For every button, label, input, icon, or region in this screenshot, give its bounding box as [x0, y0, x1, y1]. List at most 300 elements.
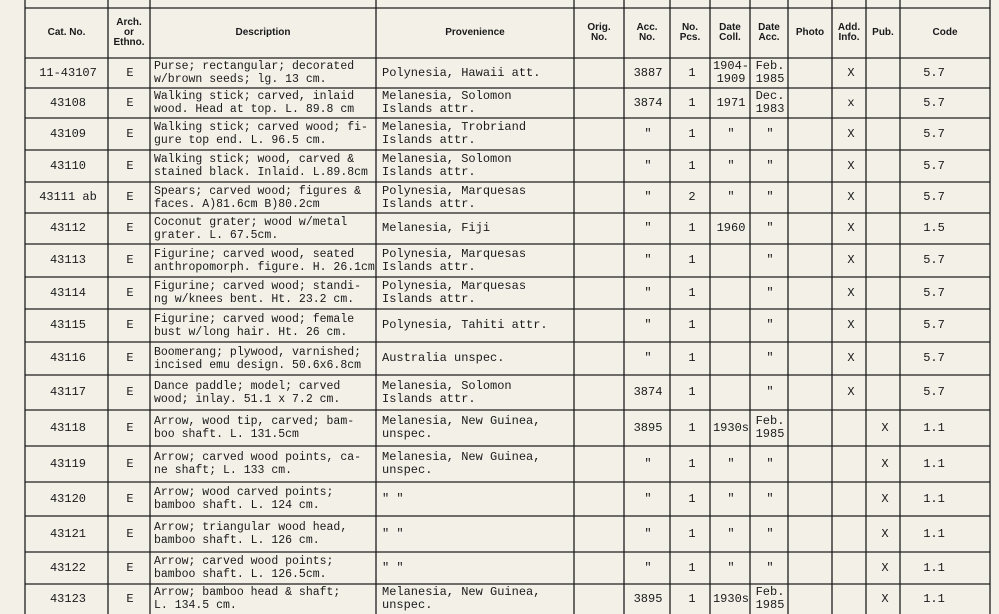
no-pcs-cell: [674, 67, 710, 80]
arch-ethno-cell: [112, 222, 148, 235]
cat-no-cell-line: 43108: [49, 95, 86, 110]
cat-no-cell-line: 43115: [49, 318, 86, 332]
cat-no-cell: [30, 254, 106, 267]
cat-no-cell: [30, 493, 106, 506]
arch-ethno-cell-line: E: [126, 591, 134, 606]
cat-no-cell-line: 43114: [49, 285, 86, 300]
add-info-cell-line: X: [847, 126, 855, 141]
provenience-cell: [382, 153, 572, 179]
code-cell-line: 5.7: [923, 158, 945, 173]
arch-ethno-cell-line: E: [126, 65, 134, 80]
no-pcs-cell: [674, 593, 710, 606]
date-acc-cell: [752, 90, 788, 116]
provenience-cell: [382, 121, 572, 147]
arch-ethno-cell-line: E: [126, 560, 134, 575]
code-cell-line: 1.5: [923, 221, 945, 235]
pub-cell: [870, 528, 900, 541]
date-acc-cell: [752, 352, 788, 365]
no-pcs-cell-line: 2: [688, 190, 696, 204]
description-cell: [154, 521, 374, 547]
arch-ethno-cell-line: E: [126, 285, 134, 300]
cat-no-cell-line: 43118: [49, 420, 86, 435]
arch-ethno-cell-line: E: [126, 95, 134, 110]
cat-no-cell: [30, 352, 106, 365]
header-code: [900, 28, 990, 38]
date-acc-cell: [752, 128, 788, 141]
description-cell-line: boo shaft. L. 131.5cm: [154, 428, 299, 441]
date-coll-cell-line: ": [727, 526, 735, 541]
provenience-cell-line: Australia unspec.: [382, 351, 505, 365]
provenience-cell-line: Melanesia, Solomon: [382, 89, 512, 103]
code-cell: [904, 160, 964, 173]
no-pcs-cell: [674, 191, 710, 204]
date-coll-cell-line: ": [727, 126, 735, 141]
provenience-cell: [382, 380, 572, 406]
date-acc-cell-line: 1985: [755, 72, 785, 86]
arch-ethno-cell: [112, 593, 148, 606]
cat-no-cell: [30, 386, 106, 399]
header-line: Cat. No.: [47, 27, 86, 38]
date-coll-cell: [712, 562, 750, 575]
code-cell-line: 5.7: [923, 190, 945, 204]
date-acc-cell-line: ": [766, 560, 774, 575]
cat-no-cell: [30, 422, 106, 435]
description-cell-line: ne shaft; L. 133 cm.: [154, 464, 293, 477]
provenience-cell: [382, 222, 572, 235]
pub-cell-line: X: [881, 526, 889, 541]
header-line: No.: [681, 22, 699, 33]
header-arch-ethno: [108, 18, 150, 48]
pub-cell-line: X: [881, 456, 889, 471]
provenience-cell: [382, 415, 572, 441]
date-coll-cell: [712, 160, 750, 173]
code-cell: [904, 319, 964, 332]
date-coll-cell: [712, 458, 750, 471]
arch-ethno-cell: [112, 287, 148, 300]
code-cell: [904, 191, 964, 204]
header-line: Orig.: [587, 22, 611, 33]
arch-ethno-cell: [112, 458, 148, 471]
arch-ethno-cell: [112, 562, 148, 575]
add-info-cell: [836, 97, 866, 110]
arch-ethno-cell-line: E: [126, 126, 134, 141]
code-cell-line: 1.1: [923, 526, 945, 541]
date-acc-cell: [752, 528, 788, 541]
date-coll-cell: [712, 60, 750, 86]
arch-ethno-cell-line: E: [126, 456, 134, 471]
provenience-cell: [382, 528, 572, 541]
arch-ethno-cell: [112, 493, 148, 506]
acc-no-cell: [628, 191, 668, 204]
code-cell-line: 1.1: [923, 420, 945, 435]
description-cell: [154, 90, 374, 116]
date-acc-cell-line: ": [766, 456, 774, 471]
pub-cell: [870, 562, 900, 575]
cat-no-cell: [30, 287, 106, 300]
description-cell-line: Walking stick; wood, carved &: [154, 153, 355, 166]
cat-no-cell: [30, 97, 106, 110]
no-pcs-cell: [674, 562, 710, 575]
description-cell-line: incised emu design. 50.6x6.8cm: [154, 358, 362, 372]
add-info-cell: [836, 191, 866, 204]
add-info-cell: [836, 160, 866, 173]
description-cell-line: Coconut grater; wood w/metal: [154, 215, 348, 229]
description-cell: [154, 248, 374, 274]
cat-no-cell-line: 43111 ab: [39, 190, 97, 204]
no-pcs-cell-line: 1: [688, 285, 696, 300]
add-info-cell: [836, 128, 866, 141]
description-cell-line: Arrow; carved wood points;: [154, 555, 334, 568]
description-cell: [154, 280, 374, 306]
provenience-cell-line: Islands attr.: [382, 165, 476, 179]
header-line: No.: [590, 32, 608, 43]
cat-no-cell-line: 43112: [49, 221, 86, 235]
no-pcs-cell: [674, 493, 710, 506]
date-coll-cell-line: ": [727, 456, 735, 471]
description-cell-line: L. 134.5 cm.: [154, 599, 237, 612]
header-line: Date: [719, 22, 741, 33]
pub-cell-line: X: [881, 420, 889, 435]
header-line: Arch.: [116, 17, 142, 28]
date-coll-cell-line: ": [727, 491, 735, 506]
code-cell-line: 5.7: [923, 95, 945, 110]
acc-no-cell: [628, 254, 668, 267]
arch-ethno-cell: [112, 319, 148, 332]
date-coll-cell-line: 1904-: [712, 59, 749, 73]
arch-ethno-cell: [112, 386, 148, 399]
cat-no-cell: [30, 67, 106, 80]
header-acc-no: [624, 23, 670, 43]
no-pcs-cell: [674, 422, 710, 435]
description-cell-line: stained black. Inlaid. L.89.8cm: [154, 166, 368, 179]
no-pcs-cell: [674, 160, 710, 173]
arch-ethno-cell-line: E: [126, 526, 134, 541]
header-provenience: [376, 28, 574, 38]
provenience-cell: [382, 319, 572, 332]
provenience-cell-line: Polynesia, Tahiti attr.: [382, 318, 548, 332]
code-cell: [904, 593, 964, 606]
description-cell-line: Figurine; carved wood, seated: [154, 247, 355, 261]
date-acc-cell-line: ": [766, 318, 774, 332]
arch-ethno-cell-line: E: [126, 351, 134, 365]
cat-no-cell-line: 43110: [49, 158, 86, 173]
date-acc-cell-line: ": [766, 221, 774, 235]
description-cell: [154, 486, 374, 512]
header-line: Add.: [837, 22, 861, 33]
no-pcs-cell: [674, 352, 710, 365]
date-coll-cell-line: 1930s: [712, 591, 749, 606]
date-coll-cell-line: ": [727, 560, 735, 575]
description-cell-line: Walking stick; carved, inlaid: [154, 90, 355, 103]
code-cell-line: 1.1: [923, 491, 945, 506]
arch-ethno-cell: [112, 422, 148, 435]
arch-ethno-cell: [112, 160, 148, 173]
provenience-cell-line: Melanesia, Fiji: [382, 221, 491, 235]
description-cell-line: Spears; carved wood; figures &: [154, 184, 362, 198]
arch-ethno-cell: [112, 67, 148, 80]
description-cell-line: bamboo shaft. L. 126 cm.: [154, 534, 320, 547]
add-info-cell: [836, 254, 866, 267]
description-cell: [154, 153, 374, 179]
date-acc-cell-line: 1983: [755, 102, 785, 116]
add-info-cell-line: x: [847, 95, 855, 110]
date-coll-cell: [712, 222, 750, 235]
code-cell: [904, 67, 964, 80]
provenience-cell: [382, 493, 572, 506]
acc-no-cell-line: 3874: [633, 385, 663, 399]
acc-no-cell: [628, 352, 668, 365]
add-info-cell: [836, 386, 866, 399]
date-coll-cell-line: ": [727, 190, 735, 204]
add-info-cell: [836, 319, 866, 332]
code-cell-line: 5.7: [923, 253, 945, 267]
code-cell: [904, 528, 964, 541]
header-description: [150, 28, 376, 38]
arch-ethno-cell: [112, 254, 148, 267]
provenience-cell-line: Melanesia, New Guinea,: [382, 450, 541, 464]
no-pcs-cell-line: 1: [688, 491, 696, 506]
arch-ethno-cell-line: E: [126, 491, 134, 506]
provenience-cell-line: Polynesia, Marquesas: [382, 279, 527, 293]
description-cell-line: gure top end. L. 96.5 cm.: [154, 134, 327, 147]
add-info-cell-line: X: [847, 190, 855, 204]
date-acc-cell-line: Feb.: [755, 585, 785, 599]
date-acc-cell: [752, 458, 788, 471]
acc-no-cell-line: ": [644, 351, 652, 365]
header-date-coll: [710, 23, 750, 43]
no-pcs-cell-line: 1: [688, 126, 696, 141]
description-cell-line: Purse; rectangular; decorated: [154, 60, 355, 73]
cat-no-cell-line: 43120: [49, 491, 86, 506]
cat-no-cell-line: 43109: [49, 126, 86, 141]
code-cell-line: 5.7: [923, 65, 945, 80]
header-pub: [866, 28, 900, 38]
acc-no-cell: [628, 422, 668, 435]
no-pcs-cell-line: 1: [688, 351, 696, 365]
date-acc-cell-line: ": [766, 126, 774, 141]
provenience-cell: [382, 451, 572, 477]
date-acc-cell-line: 1985: [755, 598, 785, 612]
no-pcs-cell: [674, 128, 710, 141]
cat-no-cell-line: 43113: [49, 253, 86, 267]
acc-no-cell-line: 3874: [633, 95, 663, 110]
pub-cell-line: X: [881, 491, 889, 506]
no-pcs-cell-line: 1: [688, 65, 696, 80]
header-line: Code: [932, 27, 958, 38]
acc-no-cell: [628, 386, 668, 399]
no-pcs-cell: [674, 254, 710, 267]
provenience-cell-line: Melanesia, New Guinea,: [382, 585, 541, 599]
date-coll-cell: [712, 191, 750, 204]
cat-no-cell-line: 43116: [49, 351, 86, 365]
provenience-cell-line: Islands attr.: [382, 196, 476, 211]
cat-no-cell-line: 43121: [49, 526, 86, 541]
code-cell: [904, 386, 964, 399]
date-acc-cell-line: ": [766, 351, 774, 365]
add-info-cell-line: X: [847, 221, 855, 235]
description-cell: [154, 586, 374, 612]
date-acc-cell: [752, 415, 788, 441]
provenience-cell-line: Polynesia, Marquesas: [382, 246, 527, 261]
no-pcs-cell: [674, 222, 710, 235]
provenience-cell-line: Polynesia, Marquesas: [382, 183, 527, 198]
date-coll-cell-line: 1960: [716, 221, 746, 235]
no-pcs-cell: [674, 386, 710, 399]
provenience-cell: [382, 352, 572, 365]
no-pcs-cell-line: 1: [688, 591, 696, 606]
date-acc-cell-line: ": [766, 385, 774, 399]
no-pcs-cell-line: 1: [688, 221, 696, 235]
code-cell-line: 5.7: [923, 126, 945, 141]
code-cell: [904, 422, 964, 435]
no-pcs-cell-line: 1: [688, 95, 696, 110]
arch-ethno-cell-line: E: [126, 318, 134, 332]
cat-no-cell: [30, 593, 106, 606]
pub-cell: [870, 422, 900, 435]
description-cell-line: faces. A)81.6cm B)80.2cm: [154, 197, 320, 211]
code-cell-line: 5.7: [923, 318, 945, 332]
provenience-cell-line: Islands attr.: [382, 292, 476, 306]
acc-no-cell: [628, 562, 668, 575]
arch-ethno-cell: [112, 97, 148, 110]
header-line: Photo: [795, 27, 825, 38]
header-line: Description: [235, 27, 291, 38]
header-add-info: [832, 23, 866, 43]
add-info-cell-line: X: [847, 158, 855, 173]
date-coll-cell-line: 1909: [716, 72, 746, 86]
code-cell: [904, 458, 964, 471]
pub-cell-line: X: [881, 560, 889, 575]
description-cell: [154, 380, 374, 406]
date-acc-cell: [752, 319, 788, 332]
acc-no-cell: [628, 528, 668, 541]
date-coll-cell: [712, 528, 750, 541]
code-cell-line: 1.1: [923, 591, 945, 606]
acc-no-cell-line: ": [644, 190, 652, 204]
header-line: Acc.: [636, 22, 658, 33]
pub-cell: [870, 493, 900, 506]
acc-no-cell-line: 3895: [633, 420, 663, 435]
description-cell-line: Dance paddle; model; carved: [154, 379, 341, 393]
add-info-cell: [836, 222, 866, 235]
code-cell-line: 5.7: [923, 385, 945, 399]
cat-no-cell: [30, 562, 106, 575]
description-cell-line: wood. Head at top. L. 89.8 cm: [154, 103, 355, 116]
no-pcs-cell-line: 1: [688, 253, 696, 267]
date-acc-cell: [752, 562, 788, 575]
arch-ethno-cell-line: E: [126, 385, 134, 399]
description-cell: [154, 313, 374, 339]
description-cell-line: wood; inlay. 51.1 x 7.2 cm.: [154, 392, 341, 406]
description-cell-line: bamboo shaft. L. 126.5cm.: [154, 568, 327, 581]
date-coll-cell: [712, 493, 750, 506]
no-pcs-cell-line: 1: [688, 318, 696, 332]
add-info-cell-line: X: [847, 253, 855, 267]
acc-no-cell-line: 3895: [633, 591, 663, 606]
date-acc-cell-line: 1985: [755, 427, 785, 441]
header-line: No.: [638, 32, 656, 43]
description-cell-line: bamboo shaft. L. 124 cm.: [154, 499, 320, 512]
code-cell: [904, 493, 964, 506]
no-pcs-cell-line: 1: [688, 420, 696, 435]
acc-no-cell-line: ": [644, 526, 652, 541]
add-info-cell: [836, 287, 866, 300]
arch-ethno-cell-line: E: [126, 253, 134, 267]
provenience-cell-line: " ": [382, 560, 404, 575]
add-info-cell-line: X: [847, 385, 855, 399]
code-cell-line: 1.1: [923, 456, 945, 471]
description-cell: [154, 555, 374, 581]
acc-no-cell: [628, 593, 668, 606]
code-cell-line: 5.7: [923, 285, 945, 300]
acc-no-cell: [628, 67, 668, 80]
add-info-cell: [836, 67, 866, 80]
arch-ethno-cell: [112, 352, 148, 365]
acc-no-cell: [628, 493, 668, 506]
description-cell-line: w/brown seeds; lg. 13 cm.: [154, 73, 327, 86]
code-cell: [904, 97, 964, 110]
add-info-cell: [836, 352, 866, 365]
date-coll-cell-line: 1971: [716, 95, 746, 110]
header-line: Date: [758, 22, 780, 33]
description-cell: [154, 60, 374, 86]
date-acc-cell: [752, 222, 788, 235]
pub-cell-line: X: [881, 591, 889, 606]
acc-no-cell-line: ": [644, 560, 652, 575]
add-info-cell-line: X: [847, 351, 855, 365]
acc-no-cell-line: ": [644, 126, 652, 141]
description-cell-line: Figurine; carved wood; female: [154, 312, 355, 326]
cat-no-cell-line: 43122: [49, 560, 86, 575]
provenience-cell-line: Melanesia, New Guinea,: [382, 414, 541, 428]
date-acc-cell: [752, 160, 788, 173]
date-acc-cell: [752, 287, 788, 300]
description-cell-line: Arrow; bamboo head & shaft;: [154, 586, 341, 599]
provenience-cell-line: unspec.: [382, 463, 433, 477]
description-cell-line: Arrow, wood tip, carved; bam-: [154, 415, 355, 428]
date-acc-cell-line: ": [766, 491, 774, 506]
pub-cell: [870, 458, 900, 471]
header-date-acc: [750, 23, 788, 43]
header-line: Coll.: [719, 32, 741, 43]
description-cell-line: Boomerang; plywood, varnished;: [154, 345, 362, 359]
date-coll-cell-line: ": [727, 158, 735, 173]
description-cell-line: bust w/long hair. Ht. 26 cm.: [154, 325, 348, 339]
date-acc-cell: [752, 386, 788, 399]
header-orig-no: [574, 23, 624, 43]
header-cat-no: [25, 28, 108, 38]
provenience-cell-line: unspec.: [382, 427, 433, 441]
provenience-cell-line: " ": [382, 491, 404, 506]
acc-no-cell: [628, 97, 668, 110]
code-cell: [904, 128, 964, 141]
code-cell-line: 5.7: [923, 351, 945, 365]
acc-no-cell-line: ": [644, 253, 652, 267]
description-cell: [154, 415, 374, 441]
add-info-cell-line: X: [847, 318, 855, 332]
cat-no-cell: [30, 222, 106, 235]
acc-no-cell: [628, 287, 668, 300]
no-pcs-cell: [674, 458, 710, 471]
no-pcs-cell-line: 1: [688, 385, 696, 399]
cat-no-cell: [30, 528, 106, 541]
arch-ethno-cell: [112, 128, 148, 141]
cat-no-cell-line: 43117: [49, 385, 86, 399]
provenience-cell-line: Polynesia, Hawaii att.: [382, 65, 541, 80]
acc-no-cell-line: ": [644, 158, 652, 173]
provenience-cell: [382, 90, 572, 116]
cat-no-cell-line: 11-43107: [39, 65, 97, 80]
